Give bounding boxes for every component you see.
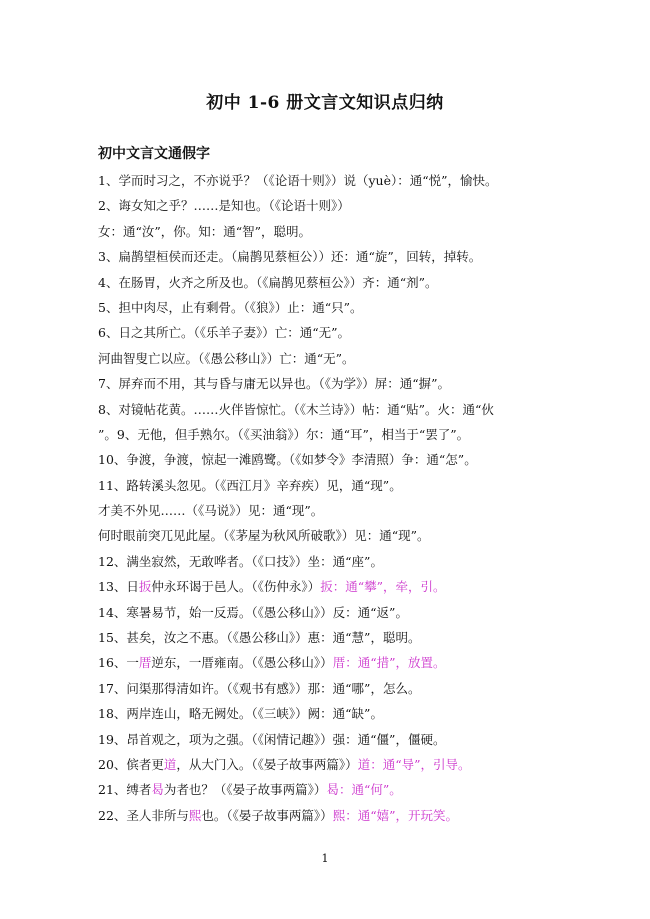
text-line (98, 397, 558, 422)
line-text: 8、对镜帖花黄。……火伴皆惊忙。（《木兰诗》）帖：通“贴”。火：通“伙 (98, 401, 494, 417)
line-text: 2、诲女知之乎？……是知也。（《论语十则》） (98, 198, 350, 214)
text-line (98, 244, 558, 269)
highlighted-text: 熙 (188, 807, 202, 823)
line-text: 逆东，一厝雍南。（《愚公移山》） (151, 655, 333, 671)
line-text: 22、圣人非所与 (98, 807, 189, 823)
text-line (98, 676, 558, 701)
text-line (98, 498, 558, 523)
text-line (98, 701, 558, 726)
highlighted-text: 扳：通“攀”，牵，引。 (320, 579, 446, 595)
text-line (98, 447, 558, 472)
highlighted-text: 曷：通“何”。 (326, 782, 402, 798)
text-line (98, 219, 558, 244)
text-body (98, 168, 558, 828)
text-line (98, 650, 558, 675)
text-line (98, 168, 558, 193)
text-line (98, 752, 558, 777)
text-line (98, 523, 558, 548)
highlighted-text: 曷 (151, 782, 164, 798)
line-text: 河曲智叟亡以应。（《愚公移山》）亡：通“无”。 (98, 350, 355, 366)
line-text: 18、两岸连山，略无阙处。（《三峡》）阙：通“缺”。 (98, 706, 383, 722)
text-line (98, 270, 558, 295)
text-line (98, 803, 558, 828)
line-text: 7、屏弃而不用，其与昏与庸无以异也。（《为学》）屏：通“摒”。 (98, 376, 450, 392)
text-line (98, 422, 558, 447)
line-text: 6、日之其所亡。（《乐羊子妻》）亡：通“无”。 (98, 325, 350, 341)
line-text: 12、满坐寂然，无敢哗者。（《口技》）坐：通“座”。 (98, 553, 383, 569)
line-text: 15、甚矣，汝之不惠。（《愚公移山》）惠：通“慧”，聪明。 (98, 630, 421, 646)
line-text: 19、昂首观之，项为之强。（《闲情记趣》）强：通“僵”，僵硬。 (98, 731, 446, 747)
line-text: 仲永环谒于邑人。（《伤仲永》） (151, 579, 321, 595)
text-line (98, 295, 558, 320)
line-text: 10、争渡，争渡，惊起一滩鸥鹭。（《如梦令》李清照）争：通“怎”。 (98, 452, 477, 468)
line-text: 14、寒暑易节，始一反焉。（《愚公移山》）反：通“返”。 (98, 604, 408, 620)
text-line (98, 727, 558, 752)
highlighted-text: 熙：通“嬉”，开玩笑。 (332, 807, 458, 823)
text-line (98, 777, 558, 802)
line-text: 21、缚者 (98, 782, 152, 798)
document-title: 初中 1-6 册文言文知识点归纳 (206, 93, 444, 113)
text-line (98, 346, 558, 371)
text-line (98, 625, 558, 650)
line-text: 17、问渠那得清如许。（《观书有感》）那：通“哪”，怎么。 (98, 680, 421, 696)
section-title: 初中文言文通假字 (98, 146, 210, 162)
line-text: 11、路转溪头忽见。（《西江月》辛弃疾）见，通“现”。 (98, 477, 402, 493)
line-text: 1、学而时习之，不亦说乎？（《论语十则》）说（yuè）：通“悦”，愉快。 (98, 173, 498, 188)
text-line (98, 574, 558, 599)
line-text: ”。9、无他，但手熟尔。（《买油翁》）尔：通“耳”，相当于“罢了”。 (98, 426, 470, 442)
line-text: 为者也？（《晏子故事两篇》） (163, 782, 327, 798)
line-text: 16、一 (98, 655, 139, 671)
text-line (98, 371, 558, 396)
line-text: 4、在肠胃，火齐之所及也。（《扁鹊见蔡桓公》）齐：通“剂”。 (98, 274, 438, 290)
highlighted-text: 扳 (138, 579, 152, 595)
highlighted-text: 厝：通“措”，放置。 (332, 655, 446, 671)
highlighted-text: 道 (163, 756, 177, 772)
highlighted-text: 厝 (138, 655, 152, 671)
line-text: 才美不外见……（《马说》）见：通“现”。 (98, 503, 324, 519)
line-text: 女：通“汝”，你。知：通“智”，聪明。 (98, 223, 312, 239)
line-text: 20、傧者更 (98, 756, 164, 772)
line-text: 也。（《晏子故事两篇》） (201, 807, 333, 823)
line-text: 何时眼前突兀见此屋。（《茅屋为秋风所破歌》）见：通“现”。 (98, 528, 430, 544)
text-line (98, 600, 558, 625)
highlighted-text: 道：通“导”，引导。 (357, 756, 471, 772)
text-line (98, 320, 558, 345)
line-text: ，从大门入。（《晏子故事两篇》） (176, 756, 358, 772)
text-line (98, 193, 558, 218)
line-text: 3、扁鹊望桓侯而还走。（扁鹊见蔡桓公））还：通“旋”，回转，掉转。 (98, 249, 482, 265)
page-number: 1 (321, 852, 329, 865)
line-text: 5、担中肉尽，止有剩骨。（《狼》）止：通“只”。 (98, 299, 363, 315)
line-text: 13、日 (98, 579, 139, 595)
text-line (98, 473, 558, 498)
text-line (98, 549, 558, 574)
